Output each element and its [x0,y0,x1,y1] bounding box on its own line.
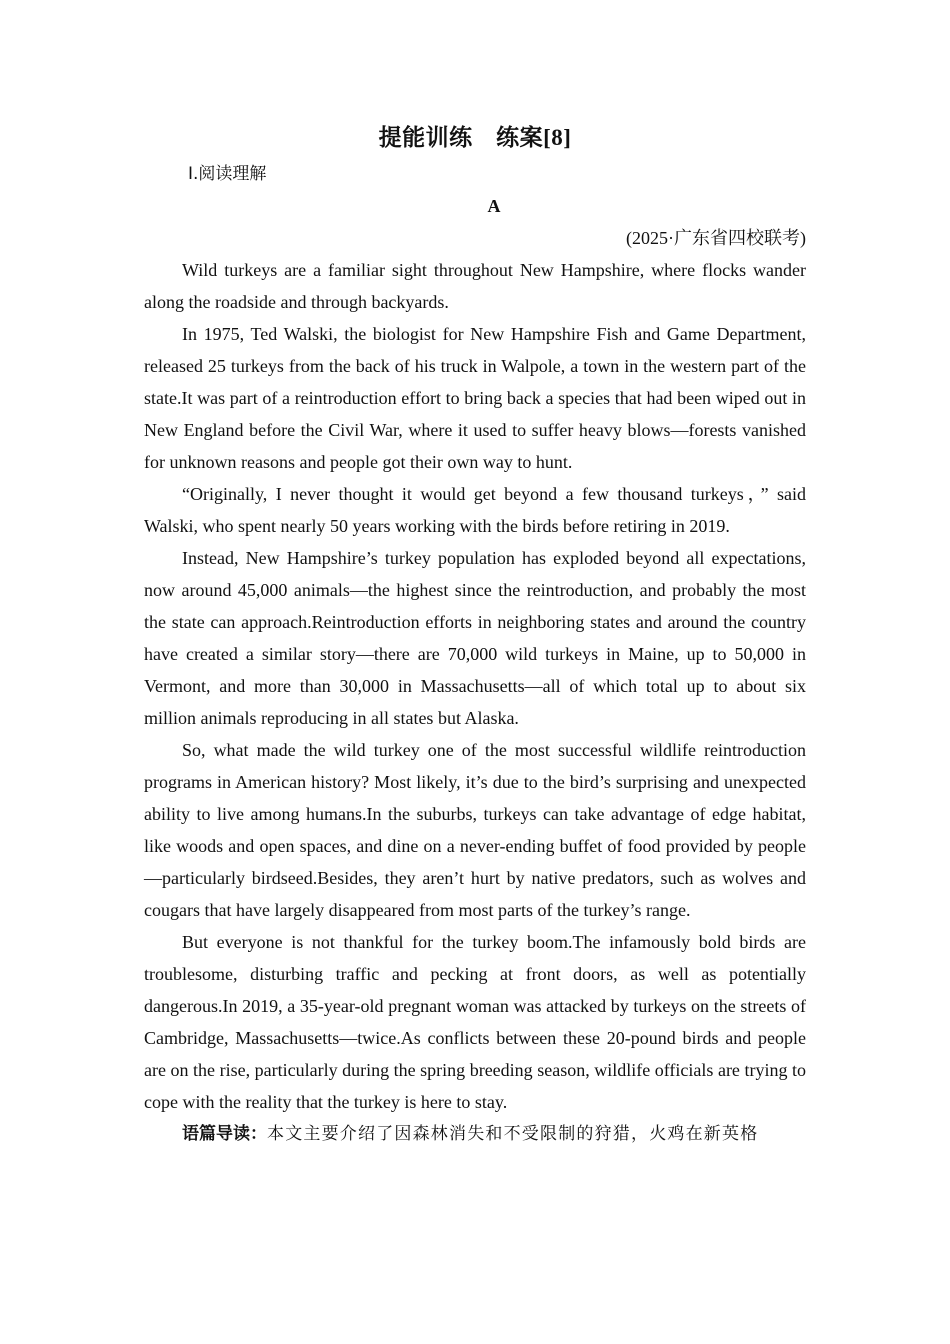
paragraph: So, what made the wild turkey one of the most successful wildlife reintroduction programs in American history? Most likely, it’s due to the bird’s surprising and unexpected ability to live among humans.In the suburbs, turkeys can take advantage of edge habitat, like woods and open spaces, and dine on a never-ending buffet of food provided by people—particularly birdseed.Besides, they aren’t hurt by native predators, such as wolves and cougars that have largely disappeared from most parts of the turkey’s range. [144,740,806,920]
passage-body [144,254,806,1118]
guide-label: 语篇导读： [182,1124,267,1144]
paragraph: In 1975, Ted Walski, the biologist for New Hampshire Fish and Game Department, released 25 turkeys from the back of his truck in Walpole, a town in the western part of the state.It was part of a reintroduction effort to bring back a species that had been wiped out in New England before the Civil War, where it used to suffer heavy blows—forests vanished for unknown reasons and people got their own way to hunt. [144,324,806,472]
passage-label: A [487,196,501,216]
page-title [144,118,806,158]
title-text: 提能训练 练案 [378,125,544,151]
guide-text: 本文主要介绍了因森林消失和不受限制的狩猎，火鸡在新英格 [267,1124,759,1144]
paragraph: Wild turkeys are a familiar sight throughout New Hampshire, where flocks wander along the roadside and through backyards. [144,260,806,312]
section-heading: Ⅰ.阅读理解 [188,164,267,184]
paragraph: “Originally, I never thought it would get beyond a few thousand turkeys，” said Walski, who spent nearly 50 years working with the birds before retiring in 2019. [144,484,806,536]
passage-source: (2025·广东省四校联考) [626,228,806,248]
document-page [144,118,806,1150]
passage-guide [144,1118,806,1150]
title-number: [8] [543,125,572,150]
paragraph: But everyone is not thankful for the turkey boom.The infamously bold birds are troublesome, disturbing traffic and pecking at front doors, as well as potentially dangerous.In 2019, a 35-year-old pregnant woman was attacked by turkeys on the streets of Cambridge, Massachusetts—twice.As conflicts between these 20-pound birds and people are on the rise, particularly during the spring breeding season, wildlife officials are trying to cope with the reality that the turkey is here to stay. [144,932,806,1112]
paragraph: Instead, New Hampshire’s turkey population has exploded beyond all expectations, now around 45,000 animals—the highest since the reintroduction, and probably the most the state can approach.Reintroduction efforts in neighboring states and around the country have created a similar story—there are 70,000 wild turkeys in Maine, up to 50,000 in Vermont, and more than 30,000 in Massachusetts—all of which total up to about six million animals reproducing in all states but Alaska. [144,548,806,728]
